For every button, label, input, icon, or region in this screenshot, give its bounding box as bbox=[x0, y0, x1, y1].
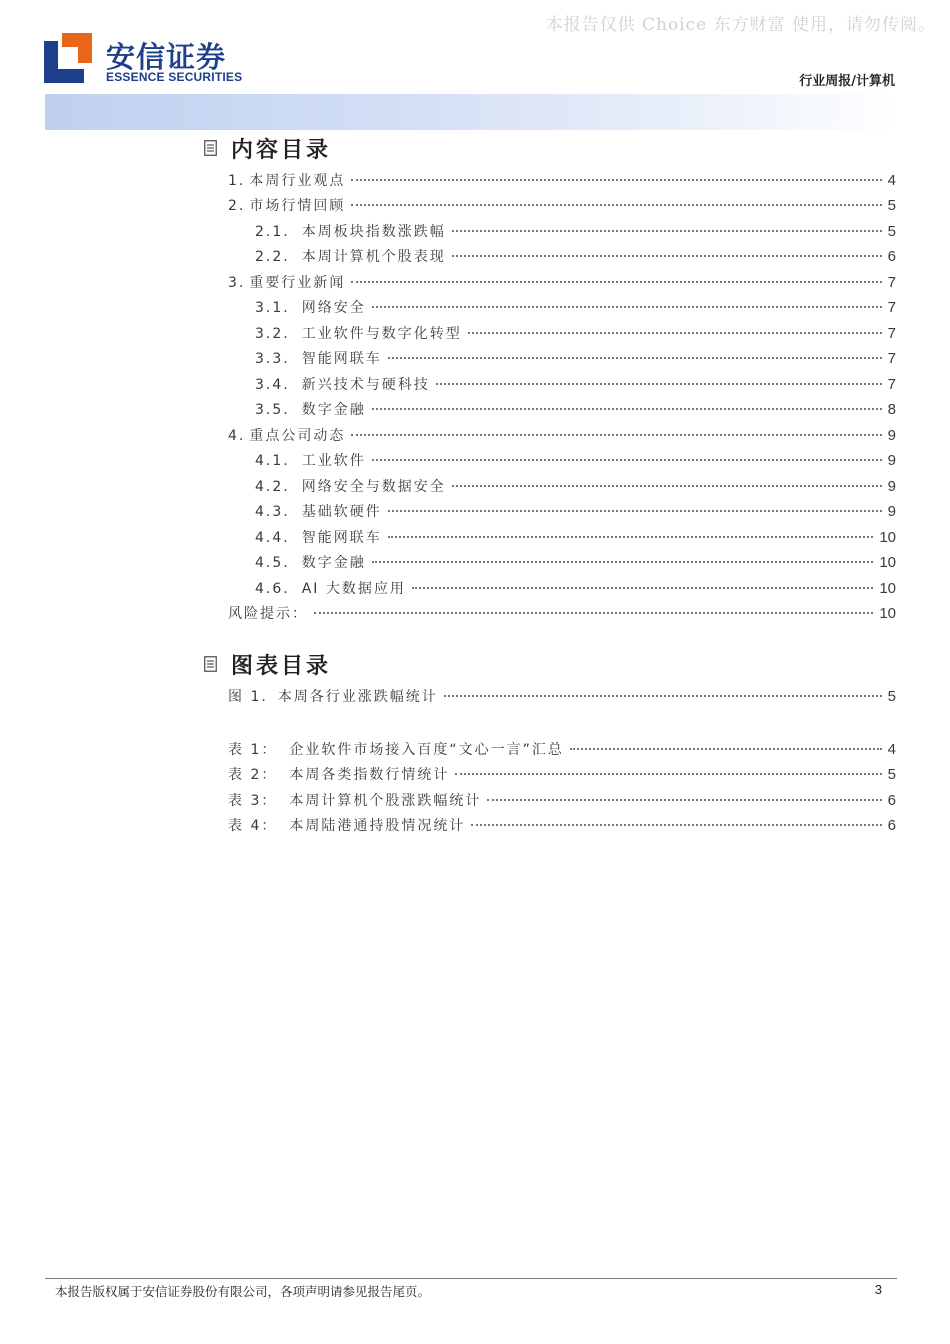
header-gradient-bar bbox=[45, 94, 897, 130]
toc-entry[interactable]: 3.1. 网络安全 7 bbox=[255, 299, 896, 316]
toc-entry[interactable]: 3.5. 数字金融 8 bbox=[255, 401, 896, 418]
toc-entry[interactable]: 4.2. 网络安全与数据安全 9 bbox=[255, 478, 896, 495]
table-entry[interactable]: 表 2： 本周各类指数行情统计 5 bbox=[228, 766, 896, 783]
company-logo bbox=[44, 33, 244, 85]
toc-entry[interactable]: 4.1. 工业软件 9 bbox=[255, 452, 896, 469]
table-entry[interactable]: 表 4： 本周陆港通持股情况统计 6 bbox=[228, 817, 896, 834]
logo-name-cn: 安信证券 bbox=[106, 40, 227, 74]
toc-entry[interactable]: 3.3. 智能网联车 7 bbox=[255, 350, 896, 367]
toc-entry[interactable]: 3.4. 新兴技术与硬科技 7 bbox=[255, 376, 896, 393]
toc-entry[interactable]: 2.1. 本周板块指数涨跌幅 5 bbox=[255, 223, 896, 240]
watermark: 本报告仅供 Choice 东方财富 使用，请勿传阅。 bbox=[545, 15, 936, 35]
document-icon bbox=[204, 656, 217, 672]
page-number: 3 bbox=[874, 1282, 882, 1297]
figures-heading bbox=[204, 649, 331, 679]
toc-entry[interactable]: 风险提示： 10 bbox=[228, 605, 896, 622]
table-entry[interactable]: 表 3： 本周计算机个股涨跌幅统计 6 bbox=[228, 792, 896, 809]
document-icon bbox=[204, 140, 217, 156]
table-entry[interactable]: 表 1： 企业软件市场接入百度“文心一言”汇总 4 bbox=[228, 741, 896, 758]
figure-entry[interactable]: 图 1. 本周各行业涨跌幅统计 5 bbox=[228, 688, 896, 705]
logo-mark-icon bbox=[44, 33, 92, 83]
toc-entry[interactable]: 1. 本周行业观点 4 bbox=[228, 172, 896, 189]
toc-entry[interactable]: 2. 市场行情回顾 5 bbox=[228, 197, 896, 214]
figures-heading-text: 图表目录 bbox=[231, 653, 332, 679]
toc-entry[interactable]: 4.4. 智能网联车 10 bbox=[255, 529, 896, 546]
report-type-label: 行业周报/计算机 bbox=[799, 74, 895, 89]
toc-heading bbox=[204, 133, 331, 163]
toc-heading-text: 内容目录 bbox=[231, 137, 332, 163]
toc-entry[interactable]: 3. 重要行业新闻 7 bbox=[228, 274, 896, 291]
toc-entry[interactable]: 3.2. 工业软件与数字化转型 7 bbox=[255, 325, 896, 342]
toc-entry[interactable]: 4.3. 基础软硬件 9 bbox=[255, 503, 896, 520]
toc-entry[interactable]: 4.6. AI 大数据应用 10 bbox=[255, 580, 896, 597]
toc-entry[interactable]: 4. 重点公司动态 9 bbox=[228, 427, 896, 444]
logo-name-en: ESSENCE SECURITIES bbox=[106, 70, 243, 84]
footer-disclaimer: 本报告版权属于安信证券股份有限公司，各项声明请参见报告尾页。 bbox=[55, 1284, 431, 1299]
footer-divider bbox=[45, 1278, 897, 1279]
toc-entry[interactable]: 2.2. 本周计算机个股表现 6 bbox=[255, 248, 896, 265]
toc-entry[interactable]: 4.5. 数字金融 10 bbox=[255, 554, 896, 571]
